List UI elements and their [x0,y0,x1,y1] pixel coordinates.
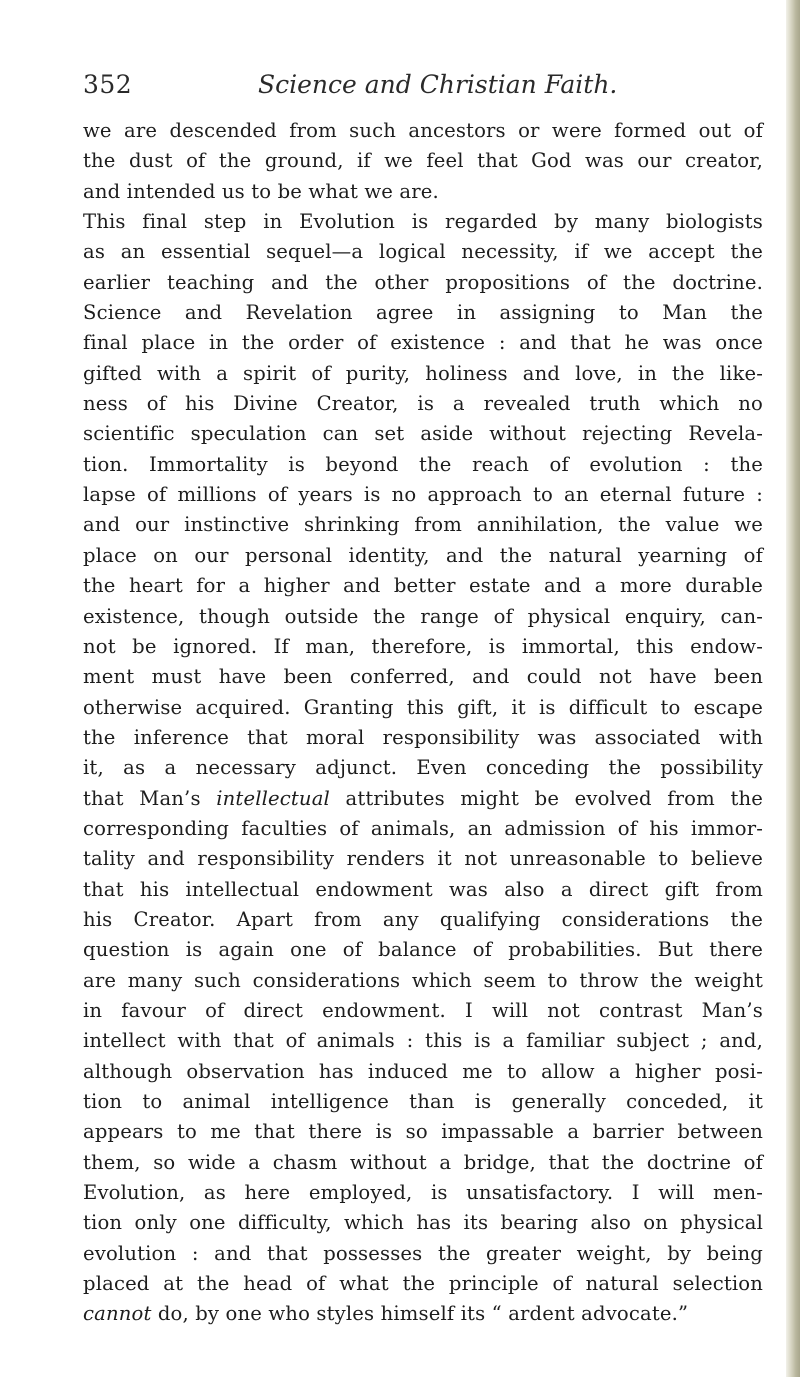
text-line: his Creator. Apart from any qualifying considerations the [83,907,763,931]
text-line: tality and responsibility renders it not unreasonable to believe [83,847,763,871]
text-line: placed at the head of what the principle of natural selection [83,1272,763,1296]
text-line: otherwise acquired. Granting this gift, it is difficult to escape [83,695,763,719]
text-line: them, so wide a chasm without a bridge, that the doctrine of [83,1150,763,1174]
text-line: Evolution, as here employed, is unsatisfactory. I will men- [83,1181,763,1205]
text-line: appears to me that there is so impassable a barrier between [83,1120,763,1144]
text-line: scientific speculation can set aside without rejecting Revela- [83,422,763,446]
italic-word: intellectual [216,786,330,810]
text-line: that his intellectual endowment was also a direct gift from [83,877,763,901]
text-line: Science and Revelation agree in assigning to Man the [83,301,763,325]
text-line-mixed [83,1299,763,1329]
page-edge-shadow [786,0,800,1377]
text-line: earlier teaching and the other propositions of the doctrine. [83,270,763,294]
text-line: the dust of the ground, if we feel that God was our creator, [83,149,763,173]
text-line: not be ignored. If man, therefore, is immortal, this endow- [83,634,763,658]
text-line: existence, though outside the range of physical enquiry, can- [83,604,763,628]
text-line: This final step in Evolution is regarded by many biologists [83,210,763,234]
text-line-mixed [83,784,763,814]
text-line: lapse of millions of years is no approach to an eternal future : [83,483,763,507]
running-head: Science and Christian Faith. [258,70,618,99]
text-fragment: attributes might be evolved from the [329,786,763,810]
text-line: the inference that moral responsibility was associated with [83,725,763,749]
text-fragment: that Man’s [83,786,217,810]
text-line: gifted with a spirit of purity, holiness and love, in the like- [83,361,763,385]
text-line: evolution : and that possesses the greater weight, by being [83,1241,763,1265]
text-line: place on our personal identity, and the natural yearning of [83,543,763,567]
page-number: 352 [83,70,133,99]
text-line: ment must have been conferred, and could not have been [83,665,763,689]
body-text [83,116,763,1330]
text-line: as an essential sequel—a logical necessity, if we accept the [83,240,763,264]
text-line: and intended us to be what we are. [83,179,439,203]
text-line: in favour of direct endowment. I will not contrast Man’s [83,998,763,1022]
text-line: it, as a necessary adjunct. Even conceding the possibility [83,756,763,780]
text-line: question is again one of balance of probabilities. But there [83,938,763,962]
text-line: the heart for a higher and better estate and a more durable [83,574,763,598]
text-line: are many such considerations which seem to throw the weight [83,968,763,992]
text-line: corresponding faculties of animals, an admission of his immor- [83,816,763,840]
text-line: final place in the order of existence : and that he was once [83,331,763,355]
text-line: intellect with that of animals : this is a familiar subject ; and, [83,1029,763,1053]
text-line: although observation has induced me to allow a higher posi- [83,1059,763,1083]
italic-word: cannot [83,1302,152,1326]
text-line: and our instinctive shrinking from annihilation, the value we [83,513,763,537]
text-fragment: do, by one who styles himself its “ ardent advocate.” [151,1302,689,1326]
text-line: tion. Immortality is beyond the reach of evolution : the [83,452,763,476]
text-line: tion to animal intelligence than is generally conceded, it [83,1090,763,1113]
text-line: tion only one difficulty, which has its bearing also on physical [83,1211,763,1235]
text-line: ness of his Divine Creator, is a revealed truth which no [83,392,763,416]
text-line: we are descended from such ancestors or were formed out of [83,119,763,142]
page-header [83,70,763,110]
